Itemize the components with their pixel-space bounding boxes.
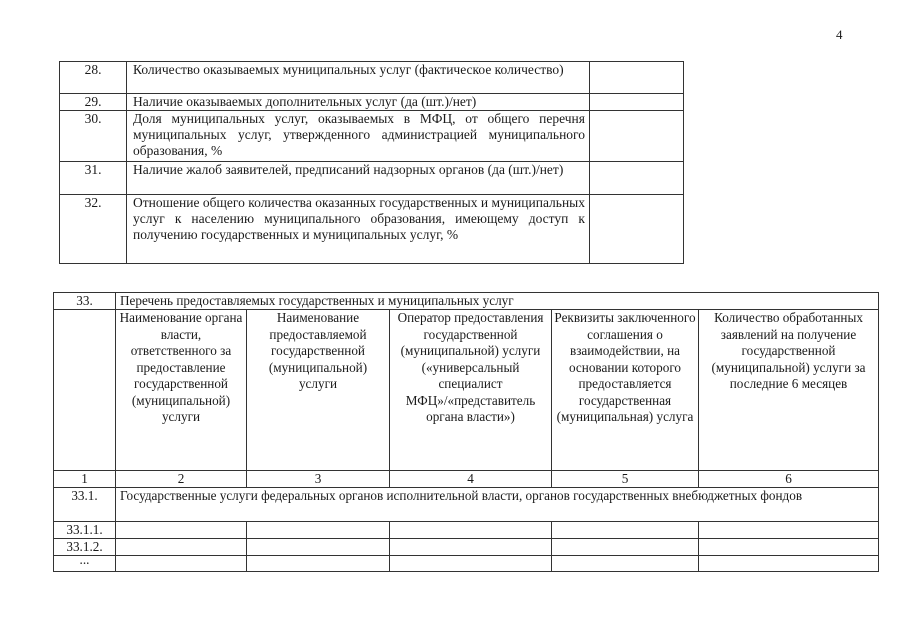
- row-value: [590, 162, 684, 195]
- row-number: 30.: [60, 111, 127, 162]
- table-row: [60, 195, 684, 264]
- table-row: [60, 94, 684, 111]
- table-cell: [699, 539, 879, 556]
- row-text: Количество оказываемых муниципальных услуг (фактическое количество): [127, 62, 590, 94]
- row-number: 29.: [60, 94, 127, 111]
- table-cell: [390, 539, 552, 556]
- column-number: 3: [247, 471, 390, 488]
- row-number: 31.: [60, 162, 127, 195]
- row-value: [590, 195, 684, 264]
- row-number: 33.1.1.: [54, 522, 116, 539]
- row-value: [590, 94, 684, 111]
- indicators-table: [59, 61, 684, 264]
- row-number: 33.1.2.: [54, 539, 116, 556]
- row-text: Наличие жалоб заявителей, предписаний надзорных органов (да (шт.)/нет): [127, 162, 590, 195]
- section-title: Перечень предоставляемых государственных и муниципальных услуг: [116, 293, 879, 310]
- subsection-row: [54, 488, 879, 522]
- table-row: [54, 556, 879, 572]
- section-number: 33.: [54, 293, 116, 310]
- header-authority: Наименование органа власти, ответственного за предоставление государственной (муниципальной) услуги: [116, 310, 247, 471]
- table-row: [54, 539, 879, 556]
- table-cell: [699, 522, 879, 539]
- table-cell: [116, 522, 247, 539]
- column-number: 6: [699, 471, 879, 488]
- ellipsis: ...: [79, 552, 90, 567]
- table-row: [60, 111, 684, 162]
- table-cell: [552, 556, 699, 572]
- table-cell: [116, 539, 247, 556]
- column-number: 2: [116, 471, 247, 488]
- header-service-name: Наименование предоставляемой государственной (муниципальной) услуги: [247, 310, 390, 471]
- section-row: [54, 293, 879, 310]
- table-cell: [552, 522, 699, 539]
- row-text: Отношение общего количества оказанных государственных и муниципальных услуг к населению муниципального образования, имеющему доступ к получению государственных и муниципальных услуг, %: [127, 195, 590, 264]
- table-cell: [390, 522, 552, 539]
- column-number: 1: [54, 471, 116, 488]
- column-number-row: [54, 471, 879, 488]
- header-row: [54, 310, 879, 471]
- header-agreement: Реквизиты заключенного соглашения о взаимодействии, на основании которого предоставляется государственная (муниципальная) услуга: [552, 310, 699, 471]
- row-text: Наличие оказываемых дополнительных услуг (да (шт.)/нет): [127, 94, 590, 111]
- page-number: 4: [836, 27, 843, 42]
- header-operator: Оператор предоставления государственной (муниципальной) услуги («универсальный специалист МФЦ»/«представитель органа власти»): [390, 310, 552, 471]
- table-row: [60, 162, 684, 195]
- table-cell: [552, 539, 699, 556]
- header-cell-empty: [54, 310, 116, 471]
- table-row: [54, 522, 879, 539]
- row-text: Доля муниципальных услуг, оказываемых в МФЦ, от общего перечня муниципальных услуг, утвержденного администрацией муниципального образования, %: [127, 111, 590, 162]
- table-cell: [247, 556, 390, 572]
- column-number: 4: [390, 471, 552, 488]
- column-number: 5: [552, 471, 699, 488]
- row-number: [54, 552, 116, 572]
- table-cell: [699, 556, 879, 572]
- table-cell: [247, 522, 390, 539]
- table-row: [60, 62, 684, 94]
- subsection-title: Государственные услуги федеральных органов исполнительной власти, органов государственных внебюджетных фондов: [116, 488, 879, 522]
- row-value: [590, 62, 684, 94]
- services-table: [53, 292, 879, 572]
- row-number: 28.: [60, 62, 127, 94]
- table-cell: [390, 556, 552, 572]
- row-value: [590, 111, 684, 162]
- table-cell: [116, 556, 247, 572]
- header-applications-count: Количество обработанных заявлений на получение государственной (муниципальной) услуги за последние 6 месяцев: [699, 310, 879, 471]
- row-number: 32.: [60, 195, 127, 264]
- table-cell: [247, 539, 390, 556]
- subsection-number: 33.1.: [54, 488, 116, 522]
